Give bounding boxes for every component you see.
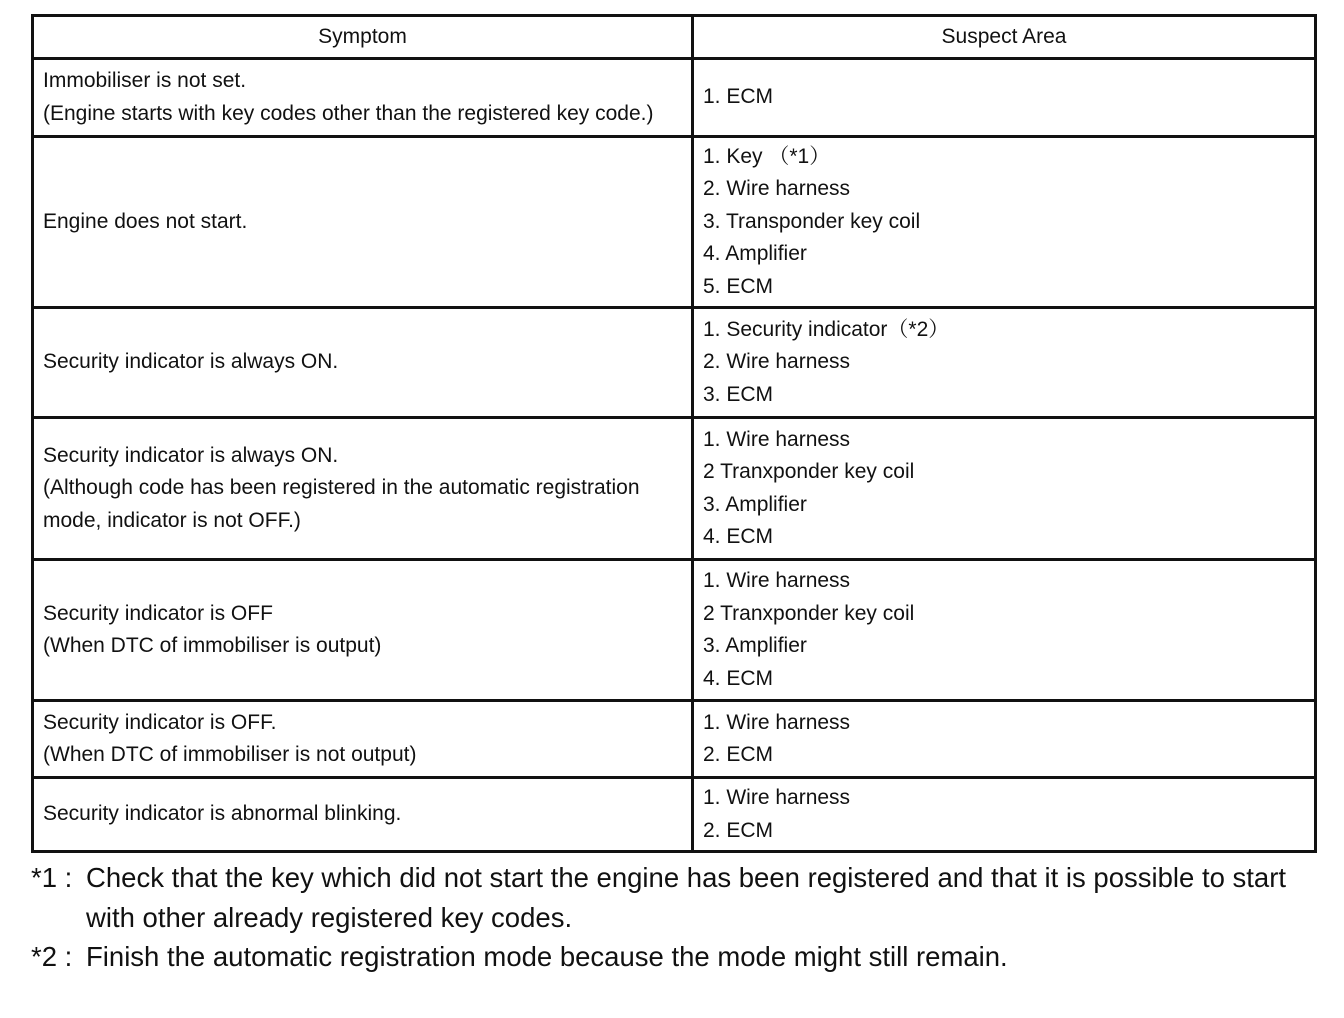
suspect-item: 1. Wire harness — [703, 786, 851, 809]
suspect-area-cell — [693, 418, 1316, 560]
footnote-1 — [31, 858, 1314, 937]
table-row — [33, 778, 1316, 852]
suspect-item: 3. Amplifier — [703, 634, 807, 657]
suspect-item: 1. ECM — [703, 85, 774, 109]
symptom-line: (Although code has been registered in the automatic registration — [43, 476, 640, 500]
footnotes — [31, 858, 1314, 977]
suspect-item: 2. ECM — [703, 743, 774, 766]
suspect-item: 4. Amplifier — [703, 242, 807, 266]
symptom-cell — [33, 778, 693, 852]
symptom-cell — [33, 59, 693, 137]
table-row — [33, 59, 1316, 137]
suspect-item: 4. ECM — [703, 666, 774, 690]
suspect-item: 2 Tranxponder key coil — [703, 601, 915, 625]
footnote-mark: *1 : — [31, 862, 73, 893]
symptom-line: Security indicator is always ON. — [43, 443, 339, 467]
footnote-text: Finish the automatic registration mode because the mode might still remain. — [86, 941, 1008, 972]
troubleshooting-document — [31, 14, 1314, 977]
suspect-item: 1. Key （*1） — [703, 144, 831, 168]
symptom-cell — [33, 308, 693, 418]
suspect-area-cell — [693, 308, 1316, 418]
suspect-item: 3. Transponder key coil — [703, 209, 921, 233]
symptom-line: Security indicator is OFF. — [43, 710, 277, 734]
footnote-2 — [31, 937, 1314, 977]
symptom-cell — [33, 560, 693, 701]
suspect-item: 3. ECM — [703, 382, 774, 406]
suspect-area-header: Suspect Area — [693, 16, 1316, 59]
symptom-line: Security indicator is OFF — [43, 601, 273, 625]
symptom-cell — [33, 418, 693, 560]
symptom-table — [31, 14, 1317, 853]
symptom-line: Immobiliser is not set. — [43, 69, 247, 92]
symptom-line: mode, indicator is not OFF.) — [43, 508, 301, 532]
table-row — [33, 418, 1316, 560]
suspect-item: 3. Amplifier — [703, 492, 807, 516]
symptom-line: Engine does not start. — [43, 209, 248, 233]
symptom-line: (Engine starts with key codes other than the registered key code.) — [43, 101, 654, 125]
suspect-item: 1. Wire harness — [703, 427, 851, 451]
suspect-area-cell — [693, 778, 1316, 852]
suspect-area-cell — [693, 701, 1316, 778]
suspect-item: 2. ECM — [703, 818, 774, 842]
symptom-line: Security indicator is always ON. — [43, 350, 339, 374]
suspect-item: 4. ECM — [703, 525, 774, 548]
symptom-cell — [33, 701, 693, 778]
suspect-item: 2. Wire harness — [703, 350, 851, 374]
symptom-header: Symptom — [33, 16, 693, 59]
suspect-area-cell — [693, 59, 1316, 137]
symptom-line: (When DTC of immobiliser is not output) — [43, 743, 417, 766]
footnote-text: Check that the key which did not start the engine has been registered and that it is possible to start with other already registered key codes. — [86, 862, 1287, 933]
symptom-cell — [33, 137, 693, 308]
table-row — [33, 137, 1316, 308]
suspect-area-cell — [693, 560, 1316, 701]
header-row — [33, 16, 1316, 59]
symptom-line: Security indicator is abnormal blinking. — [43, 802, 402, 826]
suspect-area-cell — [693, 137, 1316, 308]
suspect-item: 2 Tranxponder key coil — [703, 460, 915, 483]
suspect-item: 1. Wire harness — [703, 710, 851, 734]
suspect-item: 1. Security indicator（*2） — [703, 317, 950, 341]
table-row — [33, 308, 1316, 418]
symptom-line: (When DTC of immobiliser is output) — [43, 634, 382, 657]
footnote-mark: *2 : — [31, 941, 73, 972]
suspect-item: 1. Wire harness — [703, 569, 851, 592]
suspect-item: 5. ECM — [703, 274, 774, 298]
suspect-item: 2. Wire harness — [703, 177, 851, 201]
table-row — [33, 560, 1316, 701]
table-row — [33, 701, 1316, 778]
